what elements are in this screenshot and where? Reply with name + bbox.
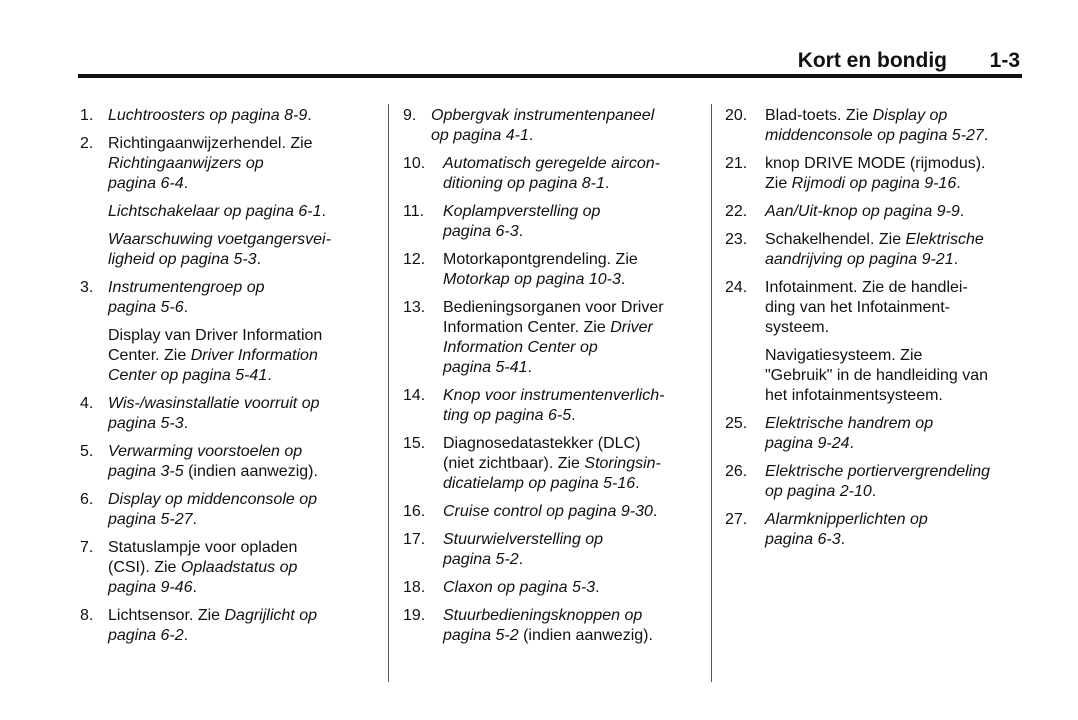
- description-text: .: [192, 511, 197, 528]
- entry-number: 13.: [403, 299, 426, 316]
- legend-entry: [403, 298, 701, 378]
- entry-text: [108, 491, 317, 528]
- description-text: Infotainment. Zie de handlei- ding van het Infotainment- systeem.: [765, 279, 968, 336]
- description-text: .: [183, 627, 189, 644]
- description-text: .: [652, 503, 658, 520]
- column-1: [80, 106, 380, 654]
- legend-entry: [80, 230, 380, 270]
- entry-text: [108, 395, 319, 432]
- entry-text: [765, 415, 933, 452]
- entry-number: 16.: [403, 503, 426, 520]
- legend-entry: [725, 230, 1022, 270]
- entry-text: [765, 463, 990, 500]
- entry-number: 7.: [80, 539, 94, 556]
- cross-reference: Instrumentengroep op pagina 5-6: [108, 279, 265, 316]
- description-text: .: [571, 407, 576, 424]
- description-text: Bedieningsorganen voor Driver Information Center. Zie: [443, 299, 664, 336]
- description-text: .: [321, 203, 326, 220]
- description-text: .: [956, 175, 961, 192]
- entry-text: [443, 503, 657, 520]
- cross-reference: Storingsin- dicatielamp op pagina 5-16: [443, 455, 661, 492]
- legend-entry: [725, 154, 1022, 194]
- cross-reference: Koplampverstelling op pagina 6-3: [443, 203, 601, 240]
- entry-text: [108, 539, 297, 596]
- legend-entry: [80, 106, 380, 126]
- description-text: Schakelhendel. Zie: [765, 231, 906, 248]
- entry-text: [443, 155, 660, 192]
- description-text: Blad-toets. Zie: [765, 107, 873, 124]
- legend-entry: [725, 414, 1022, 454]
- column-divider-2: [711, 104, 712, 682]
- legend-entry: [80, 538, 380, 598]
- entry-number: 23.: [725, 231, 748, 248]
- column-3: [725, 106, 1022, 558]
- entry-text: [108, 443, 318, 480]
- entry-text: [443, 203, 600, 240]
- entry-number: 22.: [725, 203, 748, 220]
- cross-reference: Claxon op pagina 5-3: [443, 579, 596, 596]
- description-text: .: [840, 531, 846, 548]
- legend-entry: [80, 326, 380, 386]
- entry-number: 24.: [725, 279, 748, 296]
- header-rule: [78, 74, 1022, 78]
- cross-reference: Cruise control op pagina 9-30: [443, 503, 653, 520]
- cross-reference: Opbergvak instrumentenpaneel op pagina 4-1: [431, 107, 655, 144]
- entry-text: [108, 607, 317, 644]
- entry-text: [765, 347, 988, 404]
- description-text: .: [307, 107, 312, 124]
- entry-number: 14.: [403, 387, 426, 404]
- entry-number: 8.: [80, 607, 94, 624]
- entry-number: 18.: [403, 579, 426, 596]
- entry-text: [108, 279, 265, 316]
- page-number: 1-3: [989, 49, 1020, 72]
- cross-reference: Oplaadstatus op pagina 9-46: [108, 559, 298, 596]
- entry-number: 2.: [80, 135, 94, 152]
- section-title: Kort en bondig: [797, 49, 947, 72]
- entry-number: 6.: [80, 491, 94, 508]
- description-text: .: [183, 175, 189, 192]
- description-text: .: [528, 127, 534, 144]
- legend-entry: [725, 462, 1022, 502]
- legend-entry: [725, 278, 1022, 338]
- cross-reference: Driver Information Center op pagina 5-41: [443, 319, 653, 376]
- cross-reference: Alarmknipperlichten op pagina 6-3: [765, 511, 928, 548]
- cross-reference: Display op middenconsole op pagina 5-27: [765, 107, 984, 144]
- entry-number: 17.: [403, 531, 426, 548]
- entry-text: [108, 107, 312, 124]
- entry-text: [443, 387, 664, 424]
- legend-entry: [403, 250, 701, 290]
- legend-entry: [80, 606, 380, 646]
- description-text: Lichtsensor. Zie: [108, 607, 225, 624]
- legend-entry: [403, 606, 701, 646]
- description-text: .: [183, 415, 189, 432]
- description-text: .: [983, 127, 989, 144]
- cross-reference: Elektrische portiervergrendeling op pagina 2-10: [765, 463, 990, 500]
- entry-number: 15.: [403, 435, 426, 452]
- description-text: Display van Driver Information Center. Zie: [108, 327, 323, 364]
- description-text: .: [959, 203, 965, 220]
- entry-text: [108, 327, 322, 384]
- description-text: .: [953, 251, 959, 268]
- entry-text: [431, 107, 654, 144]
- entry-number: 20.: [725, 107, 748, 124]
- cross-reference: Driver Information Center op pagina 5-41: [108, 347, 318, 384]
- entry-number: 3.: [80, 279, 94, 296]
- entry-number: 25.: [725, 415, 748, 432]
- entry-text: [443, 251, 638, 288]
- legend-entry: [80, 442, 380, 482]
- cross-reference: Knop voor instrumentenverlich- ting op pagina 6-5: [443, 387, 665, 424]
- legend-entry: [403, 154, 701, 194]
- description-text: .: [849, 435, 854, 452]
- legend-entry: [403, 386, 701, 426]
- legend-entry: [403, 106, 701, 146]
- entry-number: 9.: [403, 107, 417, 124]
- description-text: (indien aanwezig).: [518, 627, 653, 644]
- entry-text: [765, 231, 984, 268]
- cross-reference: Elektrische aandrijving op pagina 9-21: [765, 231, 984, 268]
- legend-entry: [80, 490, 380, 530]
- description-text: .: [183, 299, 189, 316]
- legend-entry: [80, 202, 380, 222]
- legend-entry: [403, 502, 701, 522]
- entry-text: [108, 231, 331, 268]
- cross-reference: Lichtschakelaar op pagina 6-1: [108, 203, 322, 220]
- description-text: Statuslampje voor opladen (CSI). Zie: [108, 539, 298, 576]
- description-text: Motorkapontgrendeling. Zie: [443, 251, 638, 268]
- description-text: Diagnosedatastekker (DLC) (niet zichtbaar). Zie: [443, 435, 641, 472]
- legend-entry: [725, 202, 1022, 222]
- description-text: .: [871, 483, 877, 500]
- cross-reference: Stuurbedieningsknoppen op pagina 5-2: [443, 607, 643, 644]
- cross-reference: Waarschuwing voetgangersvei- ligheid op pagina 5-3: [108, 231, 331, 268]
- cross-reference: Stuurwielverstelling op pagina 5-2: [443, 531, 604, 568]
- description-text: Richtingaanwijzerhendel. Zie: [108, 135, 313, 152]
- cross-reference: Luchtroosters op pagina 8-9: [108, 107, 308, 124]
- entry-text: [108, 135, 313, 192]
- description-text: .: [595, 579, 600, 596]
- legend-entry: [725, 106, 1022, 146]
- entry-text: [443, 607, 653, 644]
- description-text: .: [635, 475, 640, 492]
- description-text: .: [620, 271, 626, 288]
- cross-reference: Dagrijlicht op pagina 6-2: [108, 607, 317, 644]
- cross-reference: Elektrische handrem op pagina 9-24: [765, 415, 934, 452]
- description-text: Navigatiesysteem. Zie "Gebruik" in de handleiding van het infotainmentsysteem.: [765, 347, 989, 404]
- legend-entry: [403, 578, 701, 598]
- entry-number: 11.: [403, 203, 425, 220]
- legend-entry: [403, 202, 701, 242]
- entry-number: 19.: [403, 607, 426, 624]
- cross-reference: Automatisch geregelde aircon- ditioning op pagina 8-1: [443, 155, 661, 192]
- cross-reference: Verwarming voorstoelen op pagina 3-5: [108, 443, 303, 480]
- description-text: .: [256, 251, 262, 268]
- entry-number: 12.: [403, 251, 426, 268]
- entry-number: 1.: [80, 107, 94, 124]
- entry-text: [765, 511, 928, 548]
- entry-text: [108, 203, 326, 220]
- entry-text: [765, 203, 964, 220]
- entry-number: 10.: [403, 155, 426, 172]
- entry-number: 27.: [725, 511, 748, 528]
- legend-entry: [725, 510, 1022, 550]
- entry-text: [765, 279, 968, 336]
- description-text: .: [527, 359, 532, 376]
- page-header: [78, 44, 1022, 74]
- legend-entry: [80, 394, 380, 434]
- legend-entry: [80, 134, 380, 194]
- description-text: .: [518, 551, 524, 568]
- cross-reference: Motorkap op pagina 10-3: [443, 271, 621, 288]
- column-2: [403, 106, 701, 654]
- entry-number: 21.: [725, 155, 748, 172]
- description-text: .: [267, 367, 272, 384]
- description-text: .: [192, 579, 197, 596]
- column-divider-1: [388, 104, 389, 682]
- cross-reference: Richtingaanwijzers op pagina 6-4: [108, 155, 264, 192]
- entry-text: [443, 531, 603, 568]
- cross-reference: Aan/Uit-knop op pagina 9-9: [765, 203, 960, 220]
- entry-number: 26.: [725, 463, 748, 480]
- entry-text: [443, 435, 661, 492]
- cross-reference: Display op middenconsole op pagina 5-27: [108, 491, 318, 528]
- entry-number: 5.: [80, 443, 94, 460]
- description-text: (indien aanwezig).: [183, 463, 318, 480]
- entry-number: 4.: [80, 395, 94, 412]
- legend-entry: [403, 434, 701, 494]
- legend-entry: [403, 530, 701, 570]
- cross-reference: Wis-/wasinstallatie voorruit op pagina 5-3: [108, 395, 320, 432]
- legend-entry: [80, 278, 380, 318]
- entry-text: [443, 579, 600, 596]
- entry-text: [765, 155, 986, 192]
- description-text: .: [518, 223, 524, 240]
- legend-entry: [725, 346, 1022, 406]
- description-text: .: [604, 175, 610, 192]
- cross-reference: Rijmodi op pagina 9-16: [791, 175, 957, 192]
- description-text: knop DRIVE MODE (rijmodus). Zie: [765, 155, 986, 192]
- entry-text: [765, 107, 988, 144]
- entry-text: [443, 299, 664, 376]
